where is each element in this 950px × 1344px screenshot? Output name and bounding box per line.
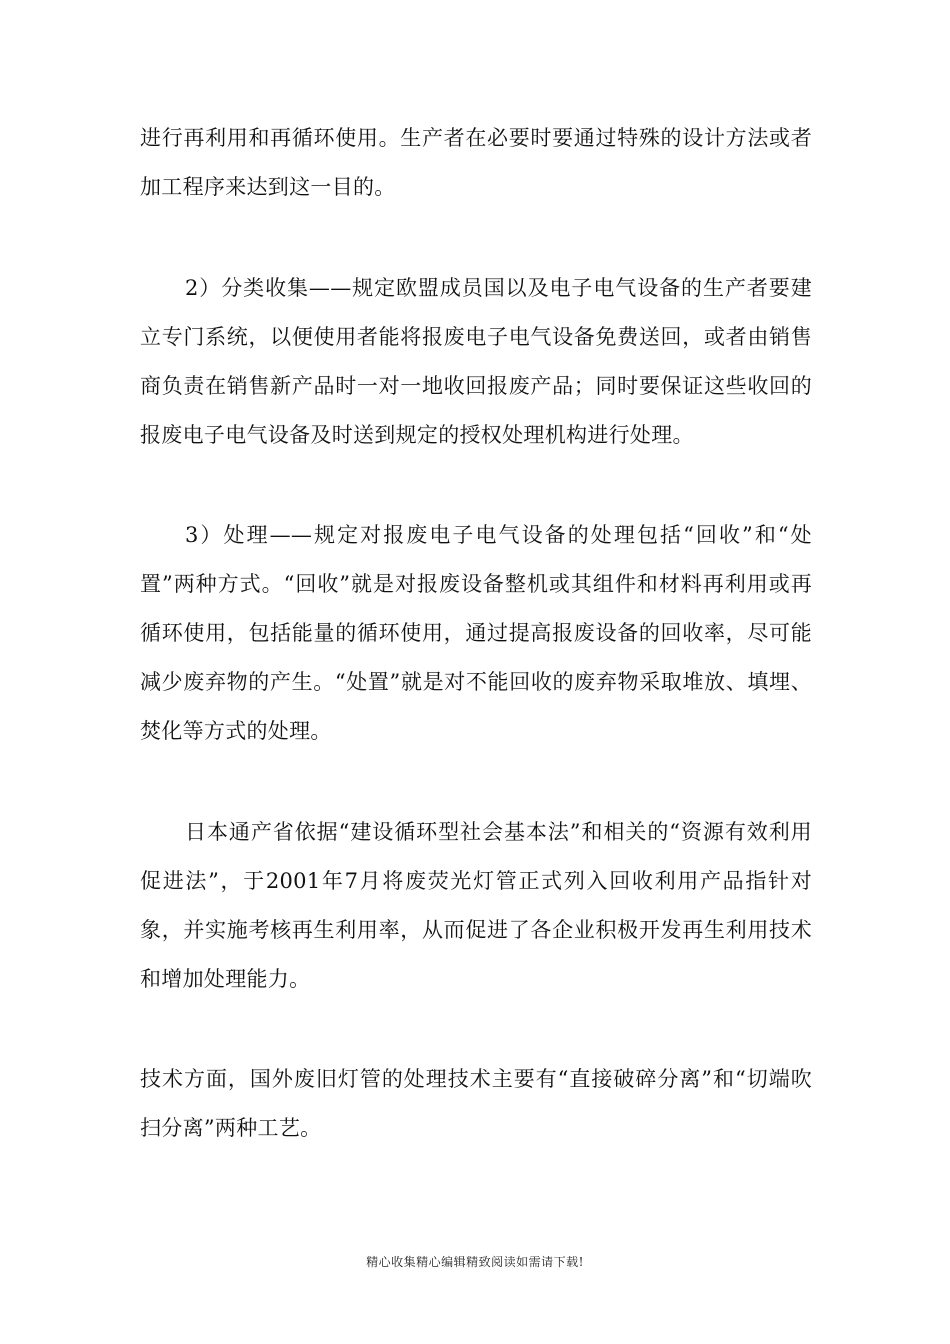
paragraph-technology: 技术方面，国外废旧灯管的处理技术主要有“直接破碎分离”和“切端吹扫分离”两种工艺。 [140, 1067, 812, 1140]
paragraph-sorted-collection: 2）分类收集——规定欧盟成员国以及电子电气设备的生产者要建立专门系统，以便使用者能将报废电子电气设备免费送回，或者由销售商负责在销售新产品时一对一地收回报废产品；同时要保证这些收回的报废电子电气设备及时送到规定的授权处理机构进行处理。 [140, 276, 812, 447]
paragraph-continuation: 进行再利用和再循环使用。生产者在必要时要通过特殊的设计方法或者加工程序来达到这一目的。 [140, 126, 812, 199]
paragraph-treatment: 3）处理——规定对报废电子电气设备的处理包括“回收”和“处置”两种方式。“回收”就是对报废设备整机或其组件和材料再利用或再循环使用，包括能量的循环使用，通过提高报废设备的回收率，尽可能减少废弃物的产生。“处置”就是对不能回收的废弃物采取堆放、填埋、焚化等方式的处理。 [140, 523, 812, 743]
paragraph-japan-policy: 日本通产省依据“建设循环型社会基本法”和相关的“资源有效利用促进法”，于2001年7月将废荧光灯管正式列入回收利用产品指针对象，并实施考核再生利用率，从而促进了各企业积极开发再生利用技术和增加处理能力。 [140, 820, 812, 991]
page-footer: 精心收集精心编辑精致阅读如需请下载! [366, 1255, 584, 1269]
